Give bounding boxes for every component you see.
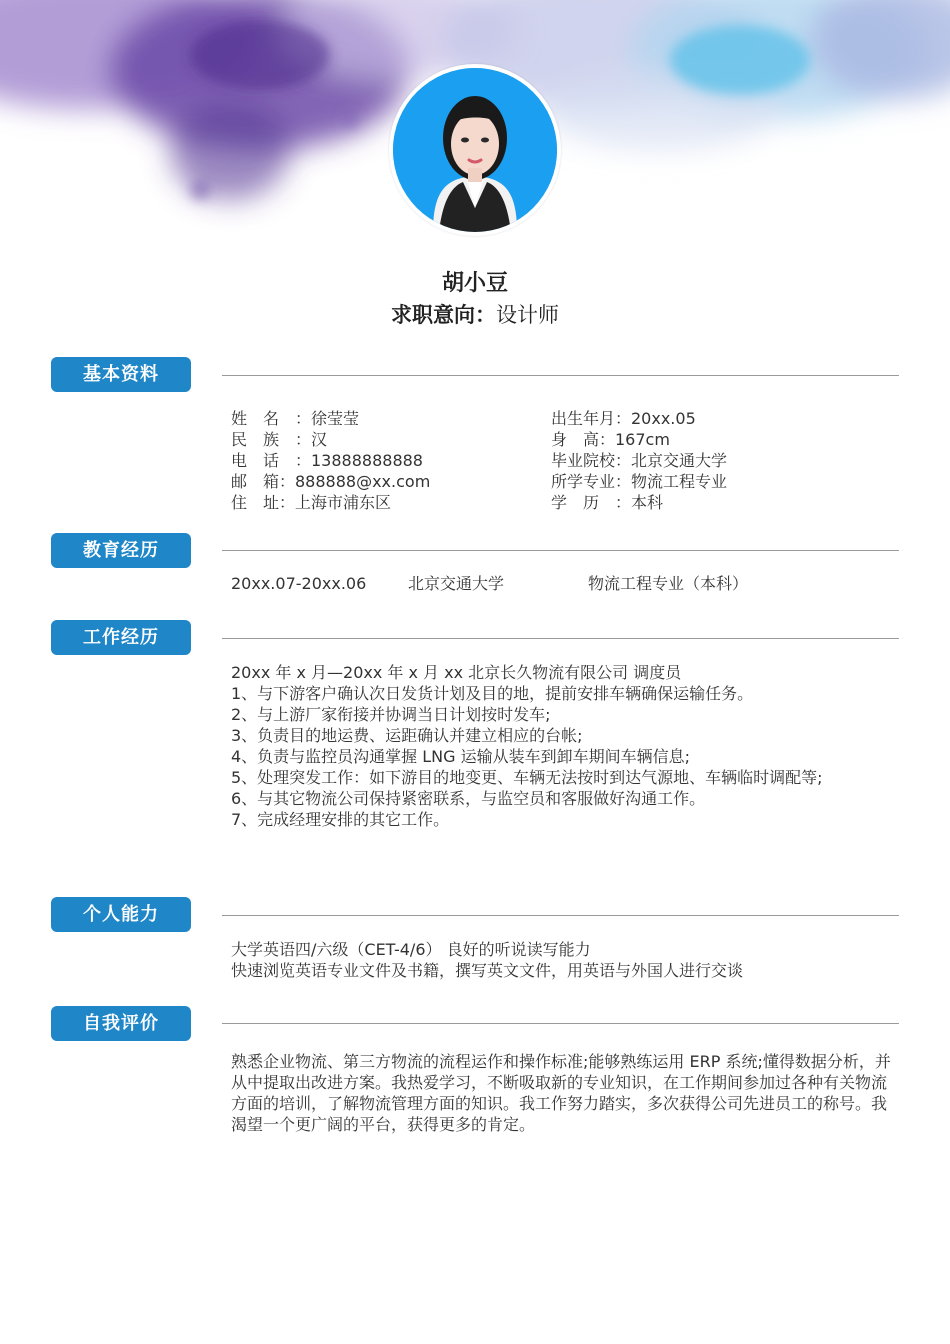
section-title-education: 教育经历 <box>51 533 191 568</box>
work-line: 2、与上游厂家衔接并协调当日计划按时发车; <box>231 705 551 724</box>
section-title-skills: 个人能力 <box>51 897 191 932</box>
section-divider <box>222 550 899 551</box>
work-line: 7、完成经理安排的其它工作。 <box>231 810 450 829</box>
section-title-self-evaluation: 自我评价 <box>51 1006 191 1041</box>
work-line: 6、与其它物流公司保持紧密联系，与监空员和客服做好沟通工作。 <box>231 789 706 808</box>
job-intent-value: 设计师 <box>496 303 559 327</box>
education-period: 20xx.07-20xx.06 <box>231 574 367 593</box>
self-evaluation-text: 熟悉企业物流、第三方物流的流程运作和操作标准;能够熟练运用 ERP 系统;懂得数据分析，并从中提取出改进方案。我热爱学习，不断吸取新的专业知识，在工作期间参加过各种有关物流方面的培训，了解物流管理方面的知识。我工作努力踏实，多次获得公司先进员工的称号。我渴望一个更广阔的平台，获得更多的肯定。 <box>231 1052 891 1134</box>
avatar-portrait-icon <box>393 68 557 232</box>
candidate-name: 胡小豆 <box>441 271 508 296</box>
info-email: 邮 箱：888888@xx.com <box>231 472 431 491</box>
work-line: 5、处理突发工作：如下游目的地变更、车辆无法按时到达气源地、车辆临时调配等; <box>231 768 823 787</box>
info-birth: 出生年月：20xx.05 <box>551 409 696 428</box>
section-title-basic-info: 基本资料 <box>51 357 191 392</box>
basic-info-right-column <box>551 408 727 513</box>
info-name: 姓 名 ：徐莹莹 <box>231 409 360 428</box>
section-divider <box>222 638 899 639</box>
section-divider <box>222 915 899 916</box>
job-intent <box>0 299 950 329</box>
education-school: 北京交通大学 <box>408 574 505 593</box>
profile-photo <box>393 68 557 232</box>
info-ethnicity: 民 族 ：汉 <box>231 430 328 449</box>
info-address: 住 址：上海市浦东区 <box>231 493 392 512</box>
basic-info-left-column <box>231 408 430 513</box>
info-school: 毕业院校：北京交通大学 <box>551 451 728 470</box>
skill-line: 大学英语四/六级（CET-4/6） 良好的听说读写能力 <box>231 940 591 959</box>
skills-list <box>231 939 743 981</box>
skill-line: 快速浏览英语专业文件及书籍，撰写英文文件，用英语与外国人进行交谈 <box>231 961 744 980</box>
work-experience-list <box>231 662 823 830</box>
section-divider <box>222 1023 899 1024</box>
section-divider <box>222 375 899 376</box>
work-line: 4、负责与监控员沟通掌握 LNG 运输从装车到卸车期间车辆信息; <box>231 747 691 766</box>
education-major: 物流工程专业（本科） <box>588 574 749 593</box>
job-intent-label: 求职意向： <box>391 303 496 327</box>
info-phone: 电 话 ：13888888888 <box>231 451 423 470</box>
info-major: 所学专业：物流工程专业 <box>551 472 728 491</box>
work-line: 20xx 年 x 月—20xx 年 x 月 xx 北京长久物流有限公司 调度员 <box>231 663 682 682</box>
info-degree: 学 历 ：本科 <box>551 493 664 512</box>
profile-photo-frame <box>389 64 561 236</box>
info-height: 身 高：167cm <box>551 430 670 449</box>
work-line: 3、负责目的地运费、运距确认并建立相应的台帐; <box>231 726 583 745</box>
work-line: 1、与下游客户确认次日发货计划及目的地，提前安排车辆确保运输任务。 <box>231 684 754 703</box>
section-title-work: 工作经历 <box>51 620 191 655</box>
